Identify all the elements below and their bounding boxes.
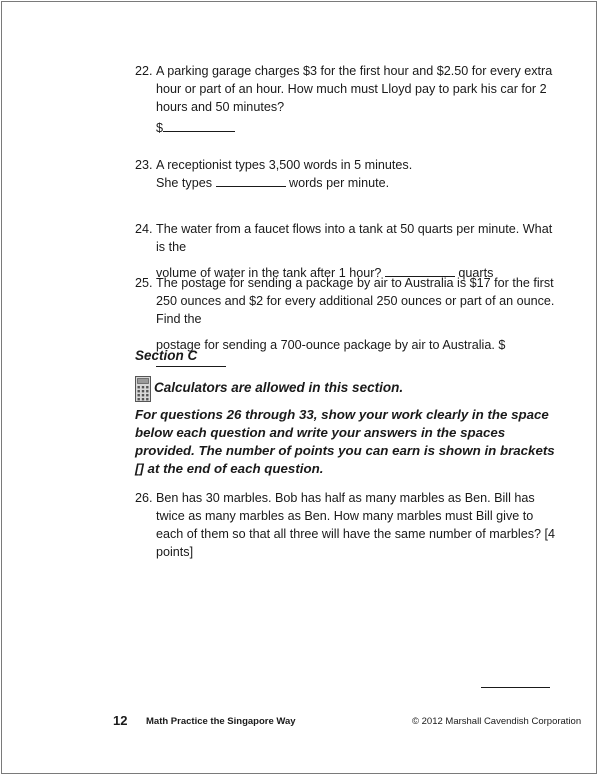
question-number: 24. (135, 222, 153, 236)
question-25 (135, 274, 555, 372)
question-number: 22. (135, 64, 153, 78)
answer-blank[interactable] (163, 119, 235, 132)
answer-prefix: $ (156, 121, 164, 135)
answer-22 (135, 119, 555, 137)
question-text-before: volume of water in the tank after 1 hour? (156, 266, 382, 280)
question-text: Ben has 30 marbles. Bob has half as many marbles as Ben. Bill has twice as many marbles as Ben. How many marbles must Bill give to each of them so that all three will have the same number of marbles? [4 points] (156, 491, 556, 559)
question-26 (135, 489, 555, 561)
question-text-after: quarts (458, 266, 494, 280)
question-text-after: words per minute. (289, 176, 390, 190)
section-instructions: For questions 26 through 33, show your work clearly in the space below each question and write your answers in the spaces provided. The number of points you can earn is shown in brackets [] at the end of each question. (135, 407, 555, 476)
calculator-icon (135, 376, 151, 402)
question-text: The postage for sending a package by air to Australia is $17 for the first 250 ounces and $2 for every additional 250 ounces or part of an ounce. Find the (156, 276, 555, 326)
question-number: 25. (135, 276, 153, 290)
question-text: A parking garage charges $3 for the first hour and $2.50 for every extra hour or part of an hour. How much must Lloyd pay to park his car for 2 hours and 50 minutes? (156, 64, 553, 114)
question-text-before: She types (156, 176, 213, 190)
question-number: 26. (135, 491, 153, 505)
question-22 (135, 62, 555, 116)
page-number: 12 (113, 713, 128, 728)
question-24 (135, 220, 555, 282)
question-23 (135, 156, 555, 192)
question-number: 23. (135, 158, 153, 172)
answer-blank[interactable] (216, 174, 286, 187)
calculator-note-text: Calculators are allowed in this section. (154, 380, 404, 395)
section-title: Section C (135, 348, 198, 363)
question-text: The water from a faucet flows into a tank at 50 quarts per minute. What is the (156, 222, 553, 254)
answer-line-26[interactable] (481, 687, 550, 688)
book-title: Math Practice the Singapore Way (146, 716, 296, 727)
question-text-before: postage for sending a 700-ounce package by air to Australia. $ (156, 338, 506, 352)
copyright: © 2012 Marshall Cavendish Corporation (412, 716, 582, 727)
question-text: A receptionist types 3,500 words in 5 minutes. (156, 158, 413, 172)
